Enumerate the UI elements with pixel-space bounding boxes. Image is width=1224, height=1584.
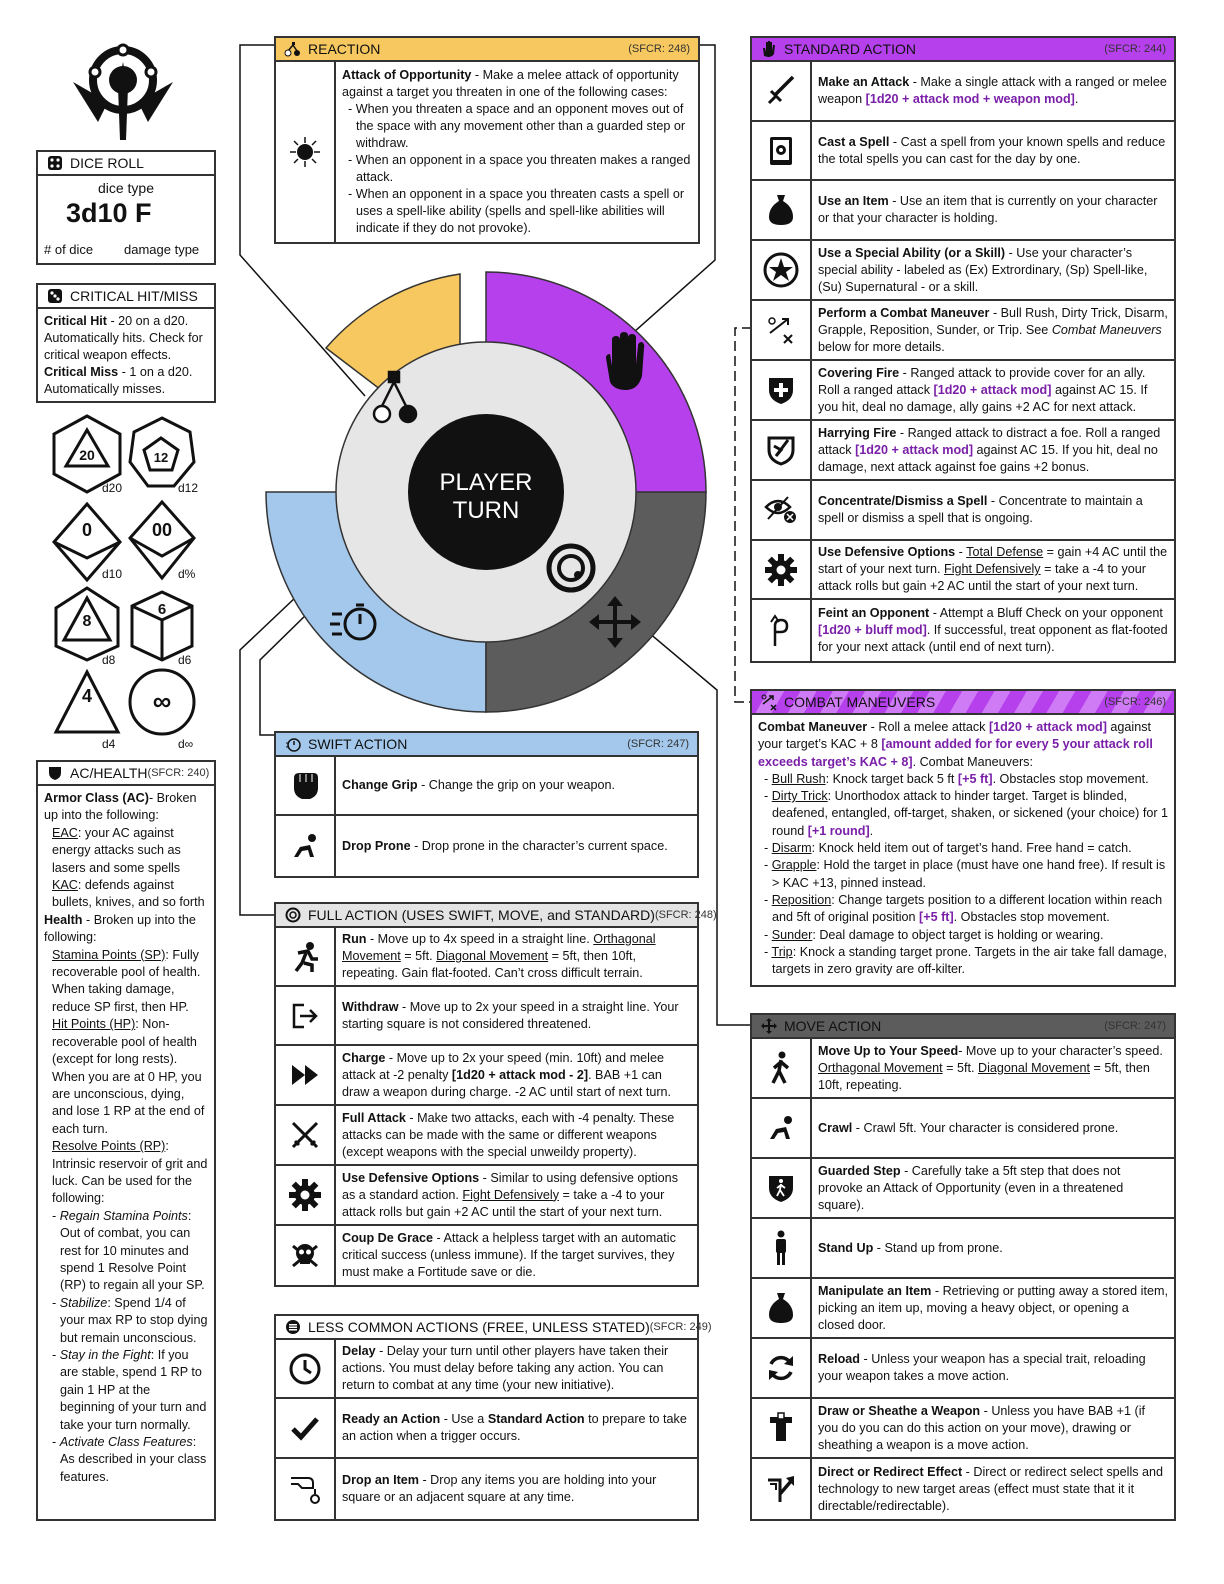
cm-roll: [1d20 + attack mod] [988,720,1107,734]
move-orthagonal: Orthagonal Movement [818,1060,943,1075]
total-defense: Total Defense [966,545,1044,559]
opportunity-icon [276,62,336,242]
maneuver-name: Trip [771,944,793,959]
player-turn-wheel [260,262,720,722]
withdraw-text: - Move up to 2x your speed in a straight line. Your starting square is not considered threatened. [342,999,679,1031]
charge-text: . BAB +1 can draw a weapon during charge. -2 AC until start of next turn. [342,1067,672,1099]
fight-defensively: Fight Defensively [944,562,1041,576]
maneuver-name: Bull Rush [771,771,826,786]
reaction-title: REACTION [308,41,381,57]
move-arrows-icon [760,1017,778,1035]
cm-text: - Roll a melee attack [867,720,989,734]
combat-maneuvers-header [752,691,1174,715]
critical-miss-term: Critical Miss [44,365,119,379]
covering-fire-roll: [1d20 + attack mod] [933,382,1052,397]
feint-text: - Attempt a Bluff Check on your opponent [929,606,1163,620]
maneuver-text: : Knock a standing target prone. Targets in the air take fall damage, targets in zero gravity are off-kilter. [772,944,1168,977]
concentrate-term: Concentrate/Dismiss a Spell [818,494,988,508]
exit-icon [276,987,336,1044]
shield-plus-icon [752,361,812,419]
reaction-ref: (SFCR: 248) [628,43,690,55]
maneuver-bonus: [+5 ft] [919,910,954,925]
full-panel [274,902,717,1287]
num-dice-label: # of dice [44,242,94,257]
rp-use-term: Regain Stamina Points [59,1208,188,1223]
crawl-text: - Crawl 5ft. Your character is considered prone. [852,1120,1119,1135]
menu-circle-icon [284,1318,302,1336]
die-label-dinf: d∞ [178,737,194,751]
stand-up-text: - Stand up from prone. [873,1240,1003,1255]
concentrate-text: - Concentrate to maintain a spell or dismiss a spell that is ongoing. [818,494,1143,525]
maneuver-text: : Deal damage to object target is holding or wearing. [812,927,1104,942]
maneuver-text: : Knock held item out of target’s hand. Free hand = catch. [811,841,1132,856]
eac-term: EAC [52,825,78,840]
special-ability-text: - Use your character’s special ability - labeled as (Ex) Extrordinary, (Sp) Spell-like, (Su) Supernatural - or a skill. [818,245,1148,294]
run-orthagonal: Orthagonal Movement [342,932,656,963]
cast-spell-term: Cast a Spell [818,134,890,149]
critical-miss-text: - 1 on a d20. Automatically misses. [44,365,193,396]
aoo-case: - When you threaten a space and an opponent moves out of the space with any movement other than a guarded step or withdraw. [348,102,686,150]
maneuver-text: . [869,823,874,838]
die-face-d12: 12 [153,450,169,465]
die-label-d4: d4 [102,737,116,751]
shield-icon [46,764,64,782]
full-attack-term: Full Attack [342,1110,406,1125]
full-defensive-term: Use Defensive Options [342,1170,480,1185]
full-attack-text: - Make two attacks, each with -4 penalty. These attacks can be made with the same or different weapons (except weapons with the special unweildy property). [342,1110,675,1159]
move-speed-text: = 5ft, then 10ft, repeating. [818,1060,1150,1092]
critical-header [38,285,214,309]
rp-use-term: Stabilize [59,1295,108,1310]
reload-icon [752,1339,812,1397]
maneuver-name: Reposition [771,892,832,907]
wheel-center-line2: TURN [452,497,520,524]
cm-text: against your target’s KAC + 8 [758,720,1152,752]
die-face-dinf: ∞ [152,686,172,716]
attack-text: - Make a single attack with a ranged or melee weapon [818,75,1167,106]
critical-hit-text: - 20 on a d20. Automatically hits. Check for critical weapon effects. [44,314,203,362]
die-label-d8: d8 [102,653,116,667]
stand-icon [752,1219,812,1277]
aoo-intro: - Make a melee attack of opportunity against a target you threaten in one of the following cases: [342,68,679,99]
harrying-fire-text: - Ranged attack to distract a foe. Roll a ranged attack [818,425,1161,457]
spellbook-icon [752,122,812,179]
combat-maneuvers-body: Combat Maneuver - Roll a melee attack [1d20 + attack mod] against your target’s KAC + 8 [amount added for for every 5 your attack roll exceeds target’s KAC + 8]. Combat Maneuvers: - Bull Rush: Knock target back 5 ft [+5 ft]. Obstacles stop movement. - Dirty Trick: Unorthodox attack to hinder target. Target is blinded, deafened, entangled, off-target, shaken, or sickened (your choice) for 1 round [+1 round]. - Disarm: Knock held item out of target’s hand. Free hand = catch. - Grapple: Hold the target in place (must have one hand free). If result is > KAC +13, pinned instead. - Reposition: Change targets position to a different location within reach and 5ft of original position [+5 ft]. Obstacles stop movement. - Sunder: Deal damage to object target is holding or wearing. - Trip: Knock a standing target prone. Targets in the air take fall damage, targets in zero gravity are off-kilter. [758,720,1169,977]
move-diagonal: Diagonal Movement [977,1060,1090,1075]
full-defensive-text: - Similar to using defensive options as a standard action. [342,1170,678,1202]
reload-text: - Unless your weapon has a special trait, reloading your weapon takes a move action. [818,1352,1146,1383]
covering-fire-text: against AC 15. If you hit, deal no damage, ally gains +2 AC for next attack. [818,382,1148,414]
move-speed-text: - Move up to your character’s speed. [958,1043,1163,1058]
attack-roll: [1d20 + attack mod + weapon mod] [865,92,1075,106]
maneuver-text: : Hold the target in place (must have one hand free). If result is > KAC +13, pinned instead. [772,858,1166,890]
special-ability-term: Use a Special Ability (or a Skill) [818,245,1006,260]
less-common-title: LESS COMMON ACTIONS (FREE, UNLESS STATED) [308,1319,650,1335]
ready-standard: Standard Action [487,1412,585,1426]
fist-icon [276,757,336,814]
move-panel [750,1013,1176,1521]
kac-text: : defends against bullets, knives, and so forth [52,878,205,910]
sp-term: Stamina Points (SP) [52,947,166,962]
ac-health-ref: (SFCR: 240) [147,767,210,779]
star-icon [752,241,812,299]
aoo-term: Attack of Opportunity [342,68,472,82]
change-grip-text: - Change the grip on your weapon. [417,778,616,792]
swift-title: SWIFT ACTION [308,736,408,752]
reaction-panel [274,36,700,244]
cm-text: . Combat Maneuvers: [912,754,1033,769]
die-label-d6: d6 [178,653,192,667]
drop-item-text: - Drop any items you are holding into your square or an adjacent square at any time. [342,1473,657,1504]
standard-ref: (SFCR: 244) [1104,43,1166,55]
rp-term: Resolve Points (RP) [52,1139,166,1154]
rp-text: : Intrinsic reservoir of grit and luck. Can be used for the following: [52,1139,208,1206]
move-header [752,1015,1174,1039]
standard-title: STANDARD ACTION [784,41,916,57]
prone-icon [276,816,336,876]
sp-text: : Fully recoverable pool of health. When taking damage, reduce SP first, then HP. [52,947,201,1014]
aoo-case: - When an opponent in a space you threaten makes a ranged attack. [348,153,691,184]
standard-header [752,38,1174,62]
move-speed-term: Move Up to Your Speed [818,1043,959,1058]
crawl-icon [752,1099,812,1157]
delay-term: Delay [342,1344,376,1358]
drop-prone-term: Drop Prone [342,838,411,853]
eye-cancel-icon [752,481,812,539]
maneuver-text: . Obstacles stop movement. [953,910,1110,925]
feint-text: . If successful, treat opponent as flat-footed for your next attack (until end of next turn). [818,623,1168,654]
covering-fire-text: - Ranged attack to provide cover for an ally. Roll a ranged attack [818,365,1146,397]
critical-body [38,309,214,402]
combat-maneuvers-title: COMBAT MANEUVERS [784,694,936,710]
rp-use-text: : Out of combat, you can rest for 10 minutes and spend 1 Resolve Point (RP) to regain all your SP. [60,1208,205,1293]
defensive-options-term: Use Defensive Options [818,545,956,559]
maneuver-icon [760,693,778,711]
guarded-step-text: - Carefully take a 5ft step that does not provoke an Attack of Opportunity (even in a threatened square). [818,1163,1124,1212]
maneuver-icon [752,301,812,359]
redirect-text: - Direct or redirect select spells and technology to new target areas (effect must state that it it directable/redirectable). [818,1465,1164,1513]
ac-term: Armor Class (AC) [44,791,149,805]
feint-icon [752,600,812,661]
draw-sheathe-text: - Unless you have BAB +1 (if you do you can do this action on your move), drawing or sheathing a weapon is a move action. [818,1403,1145,1452]
kac-term: KAC [52,878,78,893]
reaction-header [276,38,698,62]
shield-walk-icon [752,1159,812,1217]
eac-text: : your AC against energy attacks such as lasers and some spells [52,825,181,875]
coup-term: Coup De Grace [342,1231,433,1245]
dice-roll-header [38,152,214,176]
combat-maneuvers-panel [750,689,1176,987]
cm-term: Combat Maneuver [758,720,868,734]
attack-term: Make an Attack [818,75,910,89]
skull-icon [276,1226,336,1285]
change-grip-term: Change Grip [342,778,418,792]
stand-up-term: Stand Up [818,1240,874,1255]
drop-item-icon [276,1459,336,1519]
critical-panel [36,283,216,403]
covering-fire-term: Covering Fire [818,365,900,380]
defensive-options-text: - [955,545,967,559]
harrying-fire-roll: [1d20 + attack mod] [855,442,974,457]
maneuver-name: Dirty Trick [771,789,828,804]
die-face-d4: 4 [81,686,93,706]
redirect-term: Direct or Redirect Effect [818,1465,963,1479]
defensive-options-text: = take a -4 to your attack rolls but gain +2 AC until the start of your next turn. [818,562,1146,593]
die-label-d100: d% [178,567,196,581]
shield-broken-icon [752,421,812,479]
hand-icon [760,40,778,58]
ac-health-title: AC/HEALTH [70,765,148,781]
dice-roll-title: DICE ROLL [70,155,144,171]
rp-use-term: Stay in the Fight [59,1348,151,1362]
hp-text: : Non-recoverable pool of health (except for long rests). When you are at 0 HP, you are unconscious, dying, and lose 1 RP at the end of each turn. [52,1017,205,1136]
aoo-case: - When an opponent in a space you threaten casts a spell or uses a spell-like ability (spells and spell-like abilities will indicate if they do not provoke). [348,187,685,235]
full-ref: (SFCR: 248) [654,909,717,921]
die-label-d12: d12 [178,481,199,495]
rp-use-text: : If you are stable, spend 1 RP to gain 1 HP at the beginning of your turn and take your turn normally. [60,1348,207,1432]
critical-hit-term: Critical Hit [44,314,107,328]
redirect-icon [752,1459,812,1520]
use-item-text: - Use an item that is currently on your character or that your character is holding. [818,194,1158,225]
maneuver-text: . Obstacles stop movement. [992,771,1149,786]
walk-icon [752,1039,812,1097]
reload-term: Reload [818,1352,860,1366]
maneuver-name: Sunder [771,927,813,942]
defensive-options-text: = gain +4 AC until the start of your next turn. [818,545,1168,576]
clock-icon [276,1340,336,1397]
logo [68,42,178,142]
health-term: Health [44,912,83,927]
holster-icon [752,1399,812,1457]
charge-text: - Move up to 2x your speed (min. 10ft) and melee attack at -2 penalty [342,1050,664,1082]
combat-maneuvers-ref: (SFCR: 246) [1104,696,1166,708]
combat-maneuver-text: - Bull Rush, Dirty Trick, Disarm, Grapple, Reposition, Sunder, or Trip. See [818,305,1168,337]
crossed-swords-icon [276,1106,336,1164]
fight-defensively: Fight Defensively [462,1187,560,1202]
move-ref: (SFCR: 247) [1104,1020,1166,1032]
drop-prone-text: - Drop prone in the character’s current space. [410,838,668,853]
swift-panel [274,731,699,878]
die-face-d10: 0 [81,520,93,540]
run-diagonal: Diagonal Movement [436,949,549,963]
crawl-term: Crawl [818,1120,853,1135]
maneuver-bonus: [+5 ft] [957,771,993,786]
ac-text: - Broken up into the following: [44,791,197,823]
dice-icon [46,287,64,305]
maneuver-text: : Unorthodox attack to hinder target. Target is blinded, deafened, entangled, off-target, shaken, or sickened (your choice) for 1 round [772,789,1169,838]
maneuver-name: Grapple [771,858,817,873]
fast-forward-icon [276,1046,336,1104]
gear-icon [276,1166,336,1224]
ac-health-panel [36,760,216,1521]
drop-item-term: Drop an Item [342,1473,419,1487]
dice-icon [46,154,64,172]
ac-health-header [38,762,214,786]
maneuver-name: Disarm [771,841,812,856]
reaction-icon [284,40,302,58]
charge-term: Charge [342,1050,386,1065]
feint-term: Feint an Opponent [818,606,930,620]
maneuver-text: : Knock target back 5 ft [825,771,958,786]
move-speed-text: = 5ft. [942,1060,978,1075]
rp-use-text: : Spend 1/4 of your max RP to stop dying but remain unconscious. [60,1295,208,1345]
wheel-center-line1: PLAYER [439,469,533,496]
maneuver-text: : Change targets position to a different location within reach and 5ft of original position [772,892,1163,925]
use-item-term: Use an Item [818,194,889,208]
stopwatch-icon [284,735,302,753]
feint-roll: [1d20 + bluff mod] [818,623,927,637]
run-text: = 5ft, then 10ft, repeating. Gain flat-footed. Can’t cross difficult terrain. [342,949,643,980]
cm-bonus: [amount added for for every 5 your attack roll exceeds target’s KAC + 8] [758,737,1153,769]
health-text: - Broken up into the following: [44,912,196,945]
dice-example: 3d10 F [66,198,152,228]
die-face-d20: 20 [79,447,95,463]
die-label-d20: d20 [102,481,123,495]
die-face-d100: 00 [151,520,173,540]
less-common-header [276,1316,712,1340]
sword-icon [752,62,812,120]
die-label-d10: d10 [102,567,123,581]
checkmark-icon [276,1399,336,1457]
dice-set [44,410,214,750]
harrying-fire-text: against AC 15. If you hit, deal no damage, next attack against foe gains +2 bonus. [818,442,1158,474]
swift-header [276,733,697,757]
coup-text: - Attack a helpless target with an automatic critical success (unless immune). If the target survives, they must make a Fortitude save or die. [342,1231,676,1279]
die-face-d8: 8 [82,613,92,630]
delay-text: - Delay your turn until other players have taken their actions. You must delay before taking any action. You can return to combat at any time (your new initiative). [342,1344,669,1392]
withdraw-term: Withdraw [342,999,399,1014]
guarded-step-term: Guarded Step [818,1163,901,1178]
run-term: Run [342,932,367,946]
manipulate-text: - Retrieving or putting away a stored item, picking an item up, moving a heavy object, or opening a closed door. [818,1283,1168,1332]
swift-ref: (SFCR: 247) [627,738,689,750]
hp-term: Hit Points (HP) [52,1017,136,1032]
combat-maneuver-text: below for more details. [818,339,945,354]
ready-text: - Use a [440,1412,488,1426]
critical-title: CRITICAL HIT/MISS [70,288,198,304]
less-common-ref: (SFCR: 249) [649,1321,712,1333]
run-text: - Move up to 4x speed in a straight line. [366,932,594,946]
full-title: FULL ACTION (USES SWIFT, MOVE, and STANDARD) [308,907,655,923]
combat-maneuver-term: Perform a Combat Maneuver [818,305,990,320]
maneuver-bonus: [+1 round] [807,823,870,838]
gear-icon [752,541,812,598]
attack-text: . [1074,92,1079,106]
full-action-icon [284,906,302,924]
less-common-panel [274,1314,712,1521]
cast-spell-text: - Cast a spell from your known spells and reduce the total spells you can cast for the day by one. [818,134,1166,166]
ready-text: to prepare to take an action when a trigger occurs. [342,1412,687,1443]
dice-roll-panel [36,150,216,265]
run-icon [276,928,336,985]
damage-type-label: damage type [124,242,200,257]
manipulate-term: Manipulate an Item [818,1283,932,1298]
die-face-d6: 6 [157,601,167,618]
rp-use-term: Activate Class Features [59,1435,193,1450]
charge-roll: [1d20 + attack mod - 2] [451,1067,589,1082]
run-text: = 5ft. [400,949,437,963]
bag-icon [752,181,812,239]
full-header [276,904,717,928]
move-title: MOVE ACTION [784,1018,882,1034]
ready-term: Ready an Action [342,1412,441,1426]
bag-icon [752,1279,812,1337]
harrying-fire-term: Harrying Fire [818,425,897,440]
draw-sheathe-term: Draw or Sheathe a Weapon [818,1403,981,1418]
standard-panel [750,36,1176,663]
combat-maneuver-link: Combat Maneuvers [1051,322,1162,337]
dice-type-label: dice type [97,180,155,196]
rp-use-text: : As described in your class features. [60,1435,207,1484]
ac-health-body: Armor Class (AC)- Broken up into the following: EAC: your AC against energy attacks such as lasers and some spells KAC: defends against bullets, knives, and so forth Health - Broken up into the following: Stamina Points (SP): Fully recoverable pool of health. When taking damage, reduce SP first, then HP. Hit Points (HP): Non-recoverable pool of health (except for long rests). When you are at 0 HP, you are unconscious, dying, and lose 1 RP at the end of each turn. Resolve Points (RP): Intrinsic reservoir of grit and luck. Can be used for the following: - Regain Stamina Points: Out of combat, you can rest for 10 minutes and spend 1 Resolve Point (RP) to regain all your SP. - Stabilize: Spend 1/4 of your max RP to stop dying but remain unconscious. - Stay in the Fight: If you are stable, spend 1 RP to gain 1 HP at the beginning of your turn and take your turn normally. - Activate Class Features: As described in your class features. [44,791,208,1484]
full-defensive-text: = take a -4 to your attack rolls but gain +2 AC until the start of your next turn. [342,1187,665,1219]
